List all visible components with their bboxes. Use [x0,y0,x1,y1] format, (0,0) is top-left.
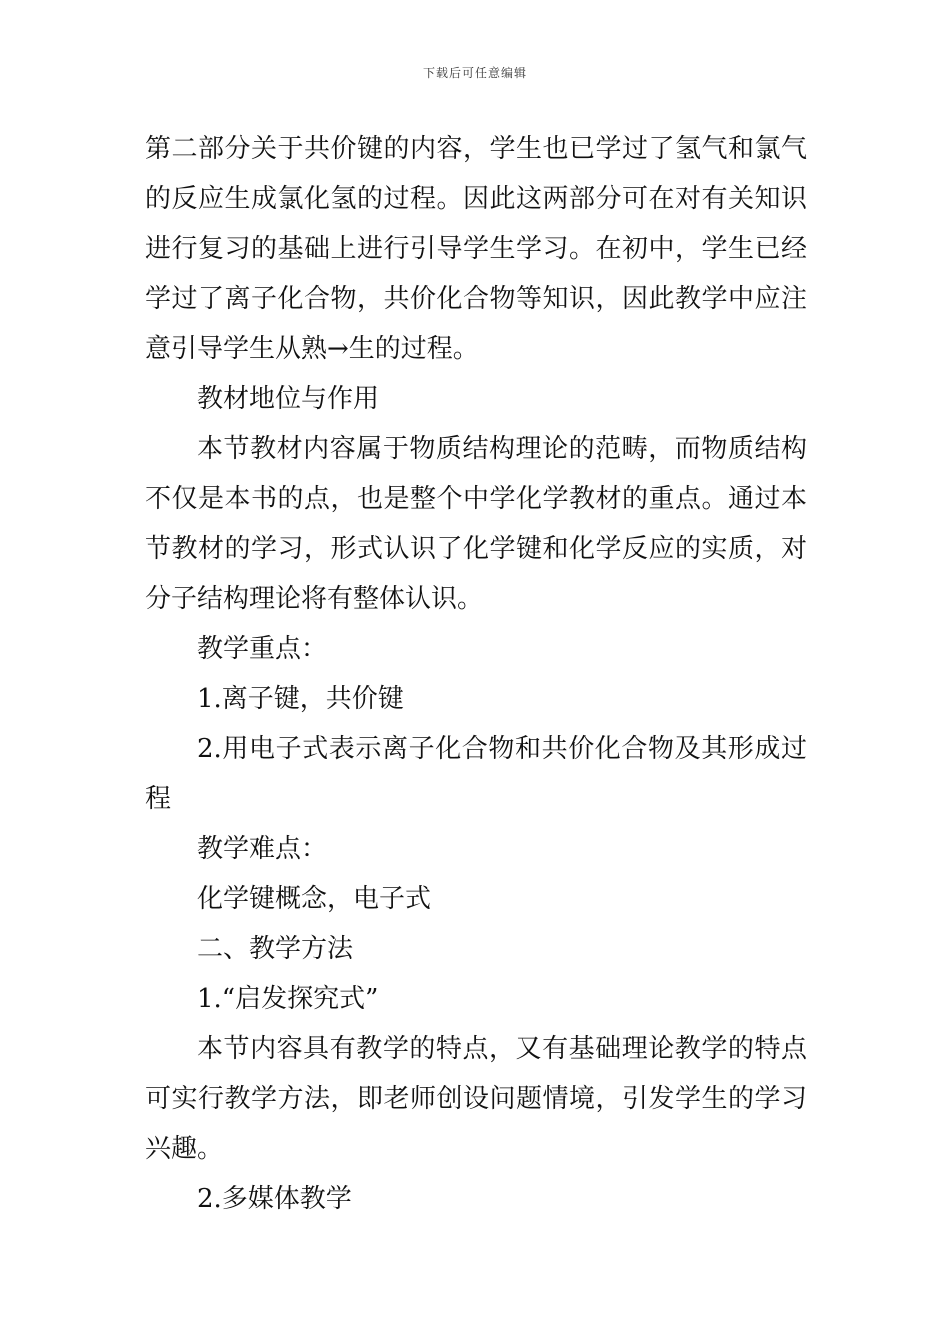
paragraph-intro: 第二部分关于共价键的内容，学生也已学过了氢气和氯气的反应生成氯化氢的过程。因此这两部分可在对有关知识进行复习的基础上进行引导学生学习。在初中，学生已经学过了离子化合物，共价化合物等知识，因此教学中应注意引导学生从熟→生的过程。 [145,134,807,364]
document-body [145,124,807,1224]
method-item-2: 2.多媒体教学 [197,1184,352,1214]
section-heading-difficulties: 教学难点： [197,834,328,864]
section-heading-methods: 二、教学方法 [197,934,354,964]
paragraph-textbook-role: 本节教材内容属于物质结构理论的范畴，而物质结构不仅是本书的点，也是整个中学化学教材的重点。通过本节教材的学习，形式认识了化学键和化学反应的实质，对分子结构理论将有整体认识。 [145,434,807,614]
paragraph-method-1: 本节内容具有教学的特点，又有基础理论教学的特点可实行教学方法，即老师创设问题情境，引发学生的学习兴趣。 [145,1034,807,1164]
page-header: 下载后可任意编辑 [422,66,527,80]
key-point-item-1: 1.离子键，共价键 [197,684,404,714]
key-point-item-2: 2.用电子式表示离子化合物和共价化合物及其形成过程 [145,734,807,814]
difficulty-item: 化学键概念，电子式 [197,884,432,914]
section-heading-key-points: 教学重点： [197,634,328,664]
method-item-1: 1.“启发探究式” [197,984,379,1014]
section-heading-textbook-role: 教材地位与作用 [197,384,380,414]
